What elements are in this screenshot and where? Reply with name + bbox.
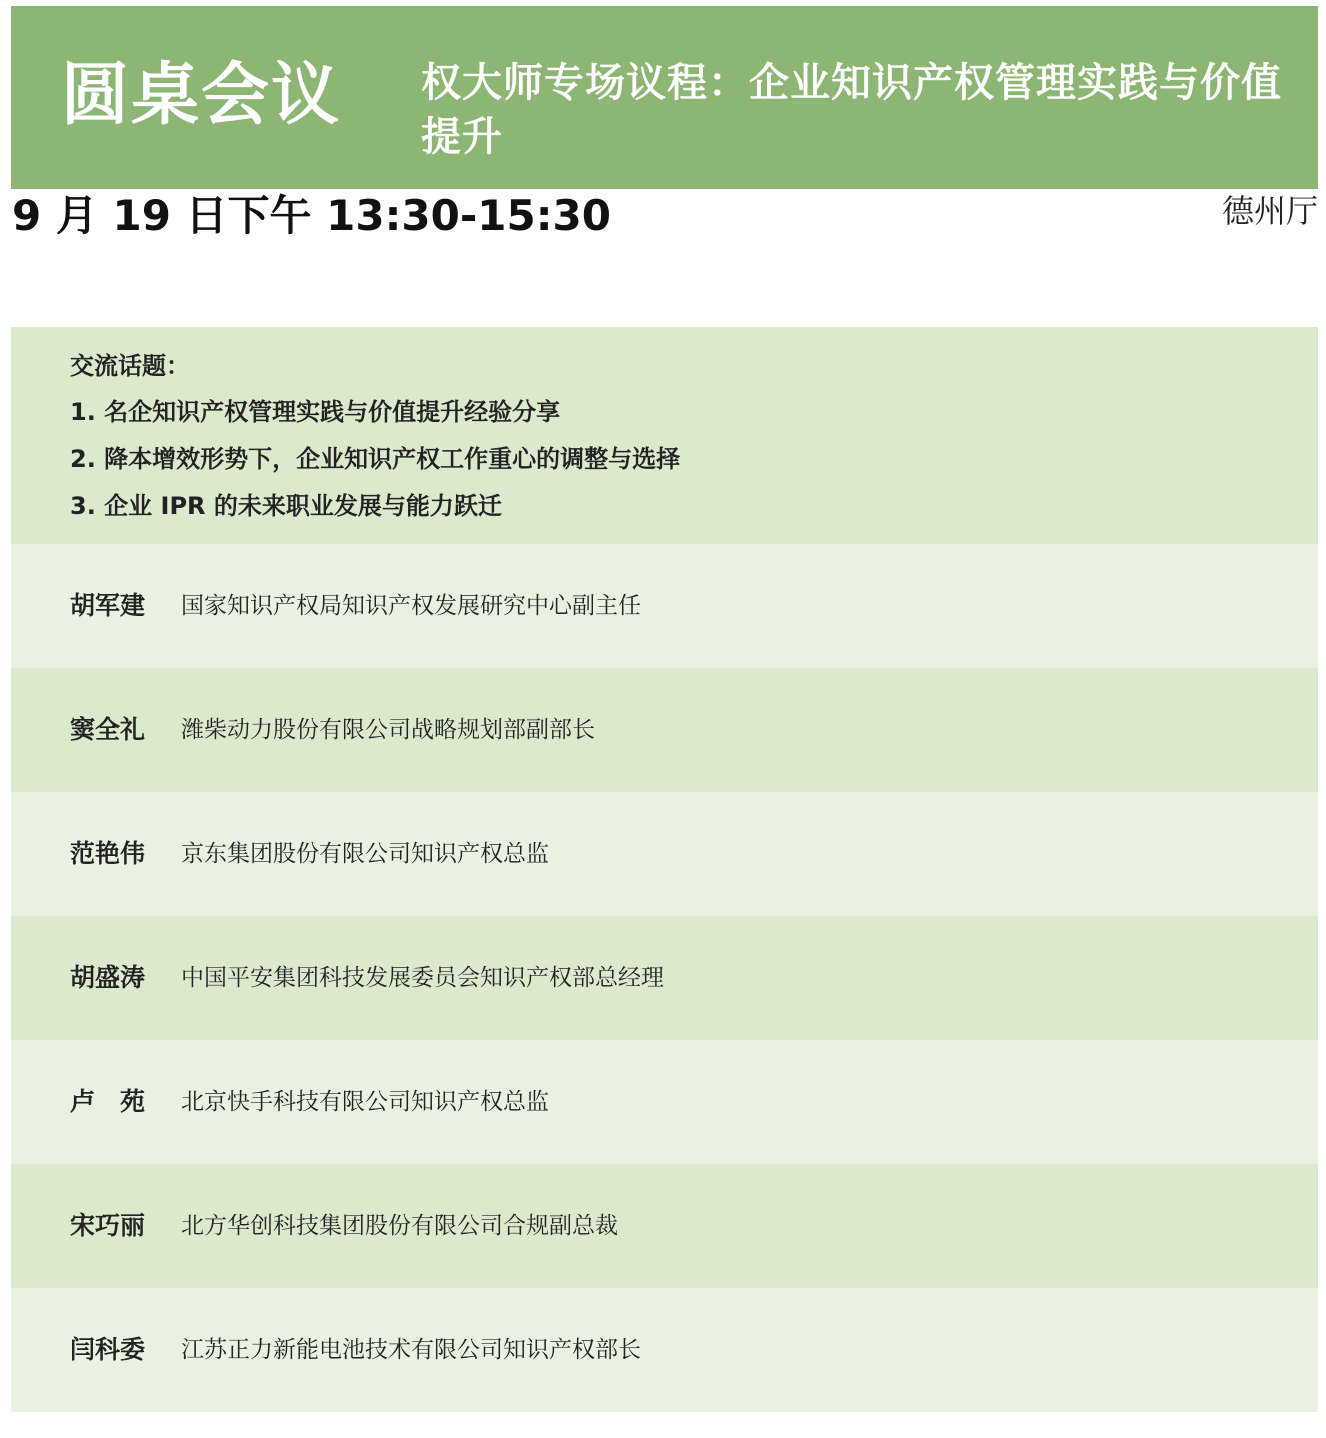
speaker-row <box>11 1164 1318 1288</box>
topics-heading: 交流话题： <box>70 352 190 380</box>
session-datetime: 9 月 19 日下午 13:30-15:30 <box>12 191 611 240</box>
speaker-title: 国家知识产权局知识产权发展研究中心副主任 <box>181 593 641 619</box>
speaker-name: 范艳伟 <box>70 839 146 868</box>
speaker-title: 北京快手科技有限公司知识产权总监 <box>181 1089 549 1115</box>
speaker-title: 中国平安集团科技发展委员会知识产权部总经理 <box>181 965 664 991</box>
speaker-list <box>11 544 1318 1412</box>
speaker-name: 闫科委 <box>70 1335 146 1364</box>
speaker-title: 北方华创科技集团股份有限公司合规副总裁 <box>181 1213 618 1239</box>
session-type-label: 圆桌会议 <box>61 56 342 135</box>
topic-item: 1. 名企知识产权管理实践与价值提升经验分享 <box>70 398 561 426</box>
speaker-row <box>11 1288 1318 1412</box>
speaker-row <box>11 916 1318 1040</box>
session-venue: 德州厅 <box>1221 192 1318 230</box>
speaker-row <box>11 668 1318 792</box>
speaker-name: 胡军建 <box>70 591 146 620</box>
speaker-row <box>11 1040 1318 1164</box>
header-banner <box>11 6 1318 189</box>
topic-item: 2. 降本增效形势下，企业知识产权工作重心的调整与选择 <box>70 445 681 473</box>
speaker-name: 卢 苑 <box>70 1087 146 1116</box>
speaker-title: 江苏正力新能电池技术有限公司知识产权部长 <box>181 1337 641 1363</box>
speaker-title: 潍柴动力股份有限公司战略规划部副部长 <box>181 717 595 743</box>
speaker-name: 窦全礼 <box>70 715 146 744</box>
speaker-row <box>11 792 1318 916</box>
speaker-row <box>11 544 1318 668</box>
speaker-name: 宋巧丽 <box>70 1211 146 1240</box>
speaker-title: 京东集团股份有限公司知识产权总监 <box>181 841 549 867</box>
session-title: 权大师专场议程：企业知识产权管理实践与价值提升 <box>421 60 1282 160</box>
speaker-name: 胡盛涛 <box>70 963 146 992</box>
topic-item: 3. 企业 IPR 的未来职业发展与能力跃迁 <box>70 492 502 520</box>
topics-panel <box>11 327 1318 544</box>
